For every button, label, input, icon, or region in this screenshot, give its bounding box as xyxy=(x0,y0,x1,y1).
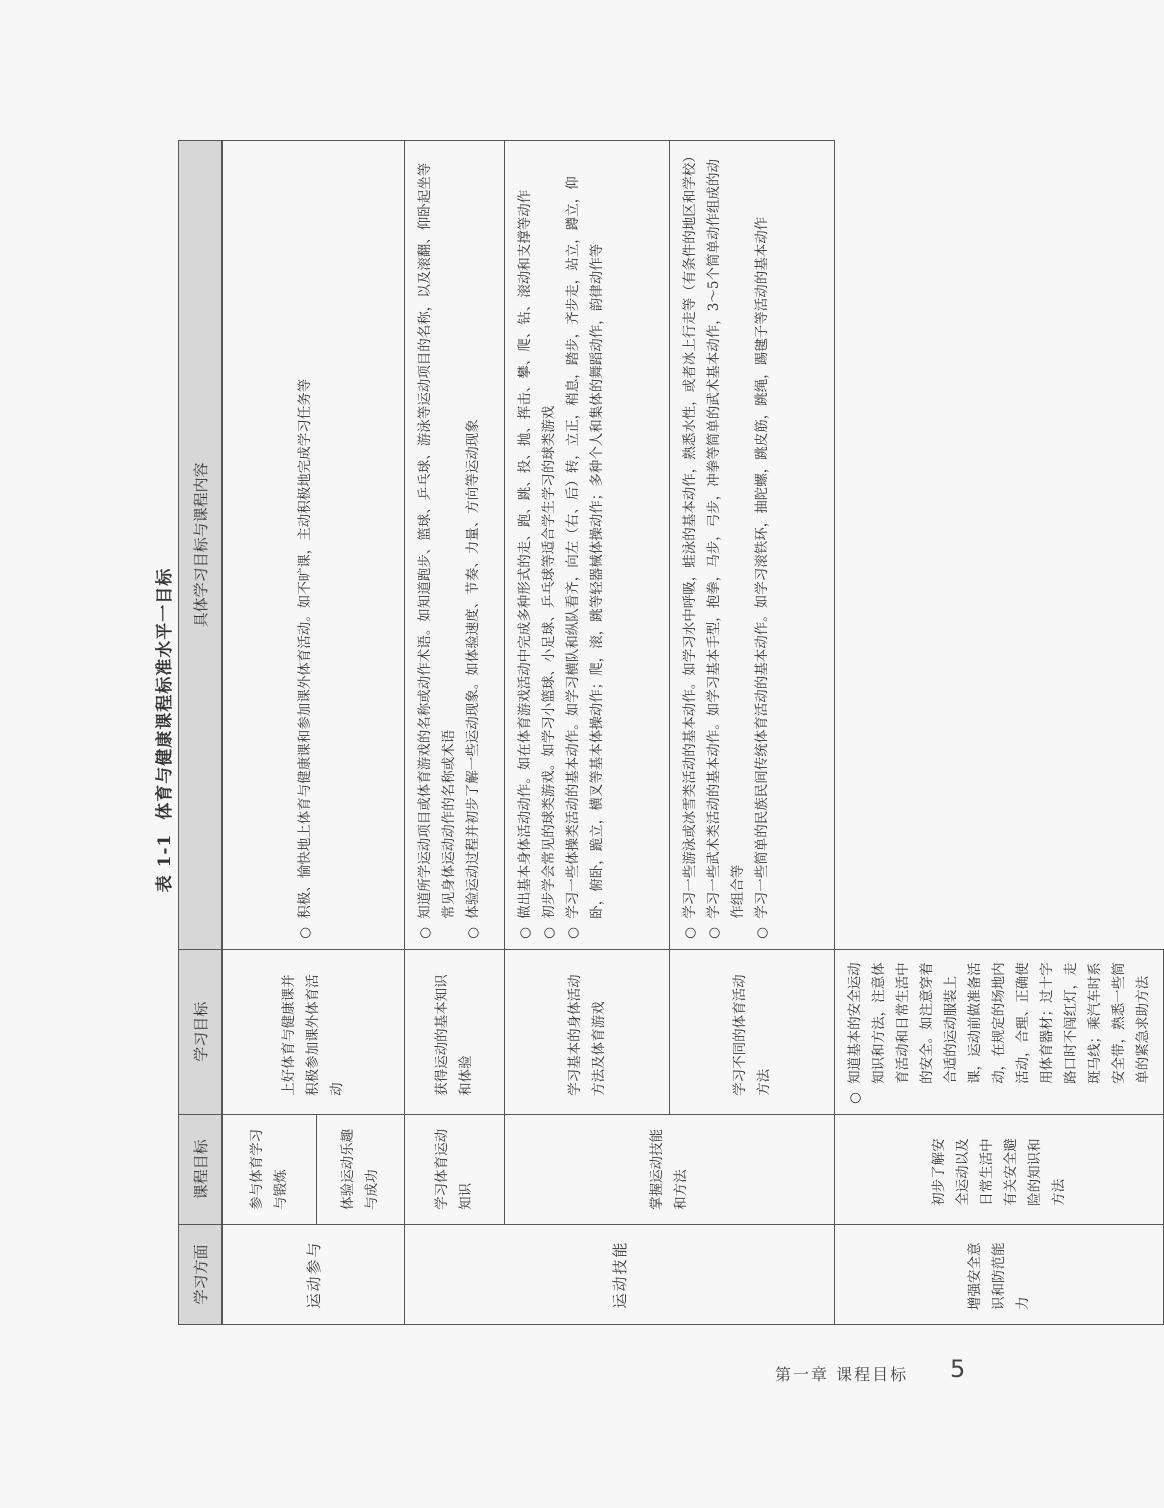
content-cell xyxy=(222,141,404,950)
content-item: ○ 知道基本的安全运动知识和方法，注意体育活动和日常生活中的安全。如注意穿着合适的运动服装上课，运动前做准备活动，在规定的场地内活动，合理、正确使用体育器材；过十字路口时不闯红灯，走斑马线；乘汽车时系安全带，熟悉一些简单的紧急求助方法 xyxy=(843,960,1155,1104)
content-cell xyxy=(504,141,669,950)
learning-goal-cell: 学习不同的体育活动方法 xyxy=(669,949,834,1114)
aspect-cell: 运动技能 xyxy=(404,1224,834,1324)
content-item: ○ 学习一些简单的民族民间传统体育活动的基本动作。如学习滚铁环，抽陀螺，跳皮筋，跳绳，踢毽子等活动的基本动作 xyxy=(750,151,774,939)
table-header-row xyxy=(179,141,223,1325)
learning-goal-cell: 上好体育与健康课并积极参加课外体育活动 xyxy=(222,949,404,1114)
content-item: ○ 初步学会常见的球类游戏。如学习小篮球、小足球、乒乓球等适合学生学习的球类游戏 xyxy=(537,151,561,939)
header-content: 具体学习目标与课程内容 xyxy=(179,141,223,950)
content-cell xyxy=(834,949,1163,1114)
course-goal-cell: 参与体育学习与锻炼 xyxy=(222,1114,316,1224)
course-goal-cell: 掌握运动技能和方法 xyxy=(504,1114,834,1224)
header-aspect: 学习方面 xyxy=(179,1224,223,1324)
content-item: ○ 体验运动过程并初步了解一些运动现象。如体验速度、节奏、力量、方向等运动现象 xyxy=(461,151,485,939)
course-goal-cell: 体验运动乐趣与成功 xyxy=(316,1114,404,1224)
content-cell xyxy=(669,141,834,950)
rotated-page-content xyxy=(150,135,1151,1325)
table-title-text: 体育与健康课程标准水平一目标 xyxy=(155,567,175,820)
content-item: ○ 学习一些游泳或冰雪类活动的基本动作。如学习水中呼吸，蛙泳的基本动作，熟悉水性，或者冰上行走等（有条件的地区和学校） xyxy=(678,151,702,939)
course-goal-cell: 学习体育运动知识 xyxy=(404,1114,504,1224)
chapter-label: 第一章 xyxy=(775,1365,830,1384)
table-title xyxy=(150,135,180,1325)
header-course-goal: 课程目标 xyxy=(179,1114,223,1224)
page-number: 5 xyxy=(950,1355,966,1383)
content-item: ○ 学习一些体操类活动的基本动作。如学习横队和纵队看齐，向左（右、后）转，立正，稍息，踏步，齐步走，站立，蹲立，仰卧，俯卧，跪立，横叉等基本体操动作；爬，滚，跳等轻器械体操动作；多种个人和集体的舞蹈动作，韵律动作等 xyxy=(561,151,609,939)
table-row xyxy=(404,141,504,1325)
header-learning-goal: 学习目标 xyxy=(179,949,223,1114)
running-footer xyxy=(775,1362,908,1385)
learning-goal-cell: 获得运动的基本知识和体验 xyxy=(404,949,504,1114)
content-item: ○ 知道所学运动项目或体育游戏的名称或动作术语。如知道跑步、篮球、乒乓球、游泳等运动项目的名称，以及滚翻、仰卧起坐等常见身体运动动作的名称或术语 xyxy=(413,151,461,939)
section-label: 课程目标 xyxy=(836,1365,909,1384)
content-cell xyxy=(404,141,504,950)
aspect-cell: 运动参与 xyxy=(222,1224,404,1324)
content-item: ○ 学习一些武术类活动的基本动作。如学习基本手型，抱拳，马步，弓步，冲拳等简单的武术基本动作，3～5个简单动作组成的动作组合等 xyxy=(702,151,750,939)
course-goal-cell: 增强安全意识和防范能力 xyxy=(834,1224,1163,1324)
table-row xyxy=(222,141,316,1325)
table-row xyxy=(504,141,669,1325)
table-row xyxy=(834,141,1163,1325)
content-item: ○ 积极、愉快地上体育与健康课和参加课外体育活动。如不旷课，主动积极地完成学习任务等 xyxy=(293,151,317,939)
content-item: ○ 做出基本身体活动动作。如在体育游戏活动中完成多种形式的走、跑、跳、投、抛、挥击、攀、爬、钻、滚动和支撑等动作 xyxy=(513,151,537,939)
learning-goal-cell: 学习基本的身体活动方法及体育游戏 xyxy=(504,949,669,1114)
standards-table xyxy=(178,140,1164,1325)
table-number: 表 1-1 xyxy=(155,833,175,893)
learning-goal-cell: 初步了解安全运动以及日常生活中有关安全避险的知识和方法 xyxy=(834,1114,1163,1224)
